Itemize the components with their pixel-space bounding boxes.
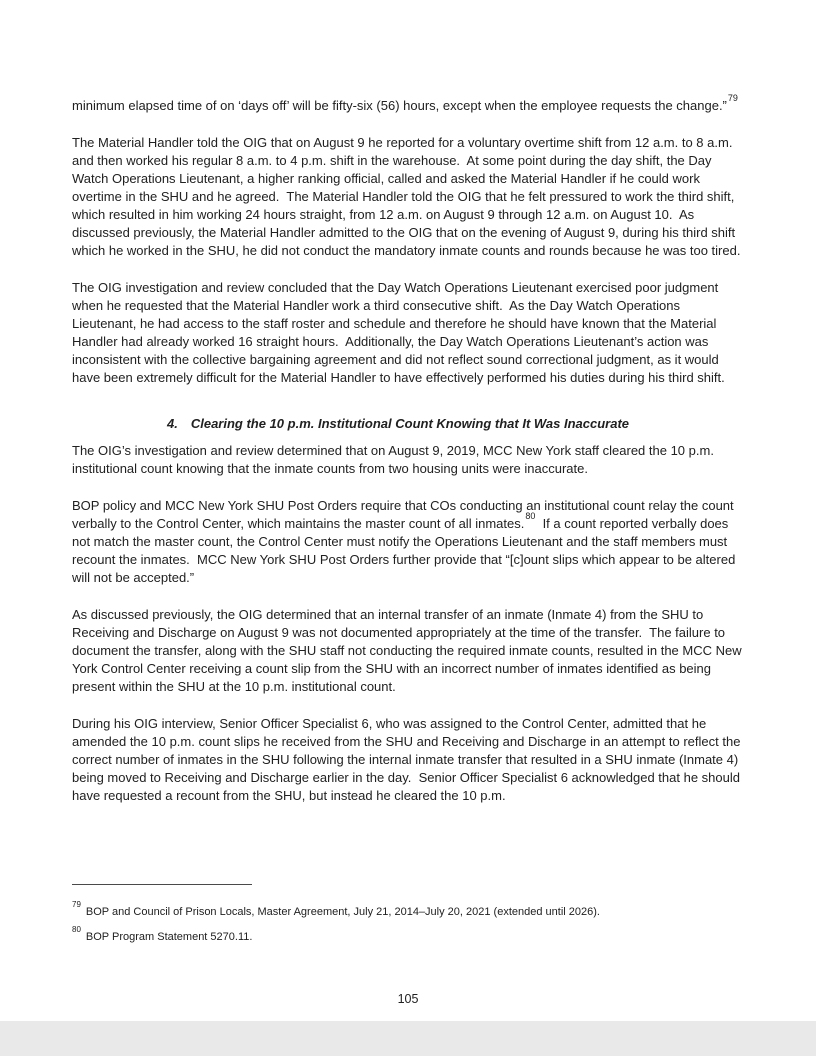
footnote-79 bbox=[72, 900, 746, 920]
paragraph-5-text-before: BOP policy and MCC New York SHU Post Orders require that COs conducting an institutional count relay the count verbally to the Control Center, which maintains the master count of all inmates. bbox=[72, 498, 738, 531]
page-body bbox=[72, 92, 746, 824]
footnote-80-text: BOP Program Statement 5270.11. bbox=[85, 931, 253, 943]
paragraph-5-text-after: If a count reported verbally does not match the master count, the Control Center must notify the Operations Lieutenant and the staff members must recount the inmates. MCC New York SHU Post Orders further provide that “[c]ount slips which appear to be altered will not be accepted.” bbox=[72, 516, 739, 585]
paragraph-6: As discussed previously, the OIG determined that an internal transfer of an inmate (Inmate 4) from the SHU to Receiving and Discharge on August 9 was not documented appropriately at the time of the transfer. The failure to document the transfer, along with the SHU staff not conducting the required inmate counts, resulted in the MCC New York Control Center receiving a count slip from the SHU with an incorrect number of inmates identified as being present within the SHU at the 10 p.m. institutional count. bbox=[72, 607, 746, 694]
footer-strip bbox=[0, 1021, 816, 1056]
section-heading-title: Clearing the 10 p.m. Institutional Count Knowing that It Was Inaccurate bbox=[190, 416, 630, 431]
footnote-separator-rule bbox=[72, 884, 252, 885]
paragraph-5 bbox=[72, 497, 746, 587]
paragraph-3: The OIG investigation and review concluded that the Day Watch Operations Lieutenant exercised poor judgment when he requested that the Material Handler work a third consecutive shift. As the Day Watch Operations Lieutenant, he had access to the staff roster and schedule and therefore he should have known that the Material Handler had already worked 16 straight hours. Additionally, the Day Watch Operations Lieutenant’s action was inconsistent with the collective bargaining agreement and did not reflect sound correctional judgment, as it would have been extremely difficult for the Material Handler to have effectively performed his duties during his third shift. bbox=[72, 280, 725, 385]
footnote-area bbox=[72, 884, 746, 955]
paragraph-4: The OIG’s investigation and review determined that on August 9, 2019, MCC New York staff cleared the 10 p.m. institutional count knowing that the inmate counts from two housing units were inaccurate. bbox=[72, 443, 718, 476]
paragraph-1-text: minimum elapsed time of on ‘days off’ will be fifty-six (56) hours, except when the employee requests the change.” bbox=[72, 98, 727, 113]
footnote-ref-80: 80 bbox=[525, 510, 536, 521]
section-heading bbox=[167, 415, 746, 433]
page-number: 105 bbox=[397, 992, 419, 1006]
footnote-80-marker: 80 bbox=[72, 925, 81, 935]
footnote-ref-79: 79 bbox=[727, 92, 738, 103]
footnote-79-marker: 79 bbox=[72, 900, 81, 910]
paragraph-2: The Material Handler told the OIG that on August 9 he reported for a voluntary overtime shift from 12 a.m. to 8 a.m. and then worked his regular 8 a.m. to 4 p.m. shift in the warehouse. At some point during the day shift, the Day Watch Operations Lieutenant, a higher ranking official, called and asked the Material Handler if he could work overtime in the SHU and he agreed. The Material Handler told the OIG that he felt pressured to work the third shift, which resulted in him working 24 hours straight, from 12 a.m. on August 9 through 12 a.m. on August 10. As discussed previously, the Material Handler admitted to the OIG that on the evening of August 9, during his third shift which he worked in the SHU, he did not conduct the mandatory inmate counts and rounds because he was too tired. bbox=[72, 135, 741, 258]
section-heading-number: 4. bbox=[167, 416, 178, 431]
paragraph-1 bbox=[72, 92, 746, 115]
paragraph-7: During his OIG interview, Senior Officer Specialist 6, who was assigned to the Control Center, admitted that he amended the 10 p.m. count slips he received from the SHU and Receiving and Discharge in an attempt to reflect the correct number of inmates in the SHU following the internal inmate transfer that resulted in a SHU inmate (Inmate 4) being moved to Receiving and Discharge earlier in the day. Senior Officer Specialist 6 acknowledged that he should have requested a recount from the SHU, but instead he cleared the 10 p.m. bbox=[72, 716, 745, 803]
footnote-79-text: BOP and Council of Prison Locals, Master Agreement, July 21, 2014–July 20, 2021 (extended until 2026). bbox=[85, 906, 600, 918]
footnote-80 bbox=[72, 925, 746, 945]
